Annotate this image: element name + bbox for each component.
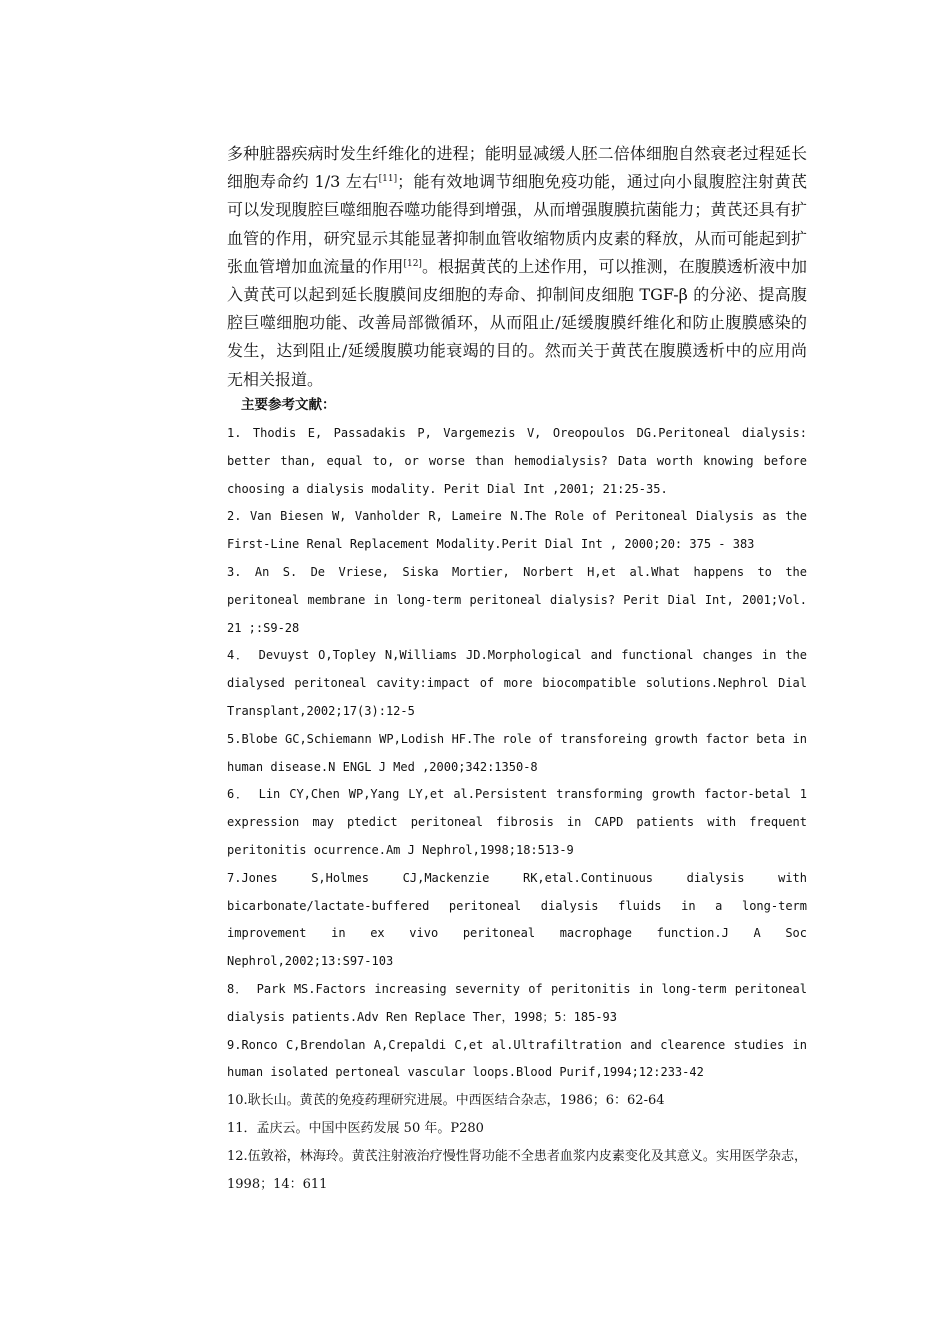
paragraph-text-1: 多种脏器疾病时发生纤维化的进程；能明显减缓人胚二倍体细胞自然衰老过程延长细胞寿命约 1/3 左右: [227, 144, 807, 192]
reference-item: 6． Lin CY,Chen WP,Yang LY,et al.Persistent transforming growth factor-betal 1 expression may ptedict peritoneal fibrosis in CAPD patients with frequent peritonitis ocurrence.Am J Nephrol,1998;18:513-9: [227, 787, 807, 857]
citation-11: [11]: [378, 174, 398, 185]
references-heading: 主要参考文献：: [241, 397, 336, 413]
reference-item: 9.Ronco C,Brendolan A,Crepaldi C,et al.Ultrafiltration and clearence studies in human isolated pertoneal vascular loops.Blood Purif,1994;12:233-42: [227, 1037, 807, 1080]
reference-item: 2. Van Biesen W, Vanholder R, Lameire N.The Role of Peritoneal Dialysis as the First-Line Renal Replacement Modality.Perit Dial Int , 2000;20: 375 - 383: [227, 509, 807, 552]
paragraph-text-2: ；能有效地调节细胞免疫功能，通过向小鼠腹腔注射黄芪可以发现腹腔巨噬细胞吞噬功能得到增强，从而增强腹膜抗菌能力；黄芪还具有扩血管的作用，研究显示其能显著抑制血管收缩物质内皮素的释放，从而可能起到扩张血管增加血流量的作用: [227, 172, 807, 276]
citation-12: [12]: [403, 258, 422, 269]
reference-item: 5.Blobe GC,Schiemann WP,Lodish HF.The role of transforeing growth factor beta in human disease.N ENGL J Med ,2000;342:1350-8: [227, 731, 807, 774]
paragraph-text-3: 。根据黄芪的上述作用，可以推测，在腹膜透析液中加入黄芪可以起到延长腹膜间皮细胞的寿命、抑制间皮细胞 TGF-β 的分泌、提高腹腔巨噬细胞功能、改善局部微循环，从而阻止/延缓腹膜纤维化和防止腹膜感染的发生，达到阻止/延缓腹膜功能衰竭的目的。然而关于黄芪在腹膜透析中的应用尚无相关报道。: [227, 256, 807, 389]
body-paragraph: [227, 140, 807, 394]
reference-item: 3. An S. De Vriese, Siska Mortier, Norbert H,et al.What happens to the peritoneal membrane in long-term peritoneal dialysis? Perit Dial Int, 2001;Vol. 21 ;:S9-28: [227, 564, 807, 635]
reference-item: 12.伍敦裕，林海玲。黄芪注射液治疗慢性肾功能不全患者血浆内皮素变化及其意义。实用医学杂志，1998；14：611: [227, 1148, 807, 1192]
reference-item: 10.耿长山。黄芪的免疫药理研究进展。中西医结合杂志，1986；6：62-64: [227, 1093, 665, 1109]
reference-item: 4． Devuyst O,Topley N,Williams JD.Morphological and functional changes in the dialysed peritoneal cavity:impact of more biocompatible solutions.Nephrol Dial Transplant,2002;17(3):12-5: [227, 648, 807, 718]
reference-item: 8． Park MS.Factors increasing severnity of peritonitis in long-term peritoneal dialysis patients.Adv Ren Replace Ther，1998；5：185-93: [227, 981, 807, 1024]
reference-item: 11．孟庆云。中国中医药发展 50 年。P280: [227, 1120, 484, 1136]
reference-item: 1. Thodis E, Passadakis P, Vargemezis V, Oreopoulos DG.Peritoneal dialysis: better than, equal to, or worse than hemodialysis? Data worth knowing before choosing a dialysis modality. Perit Dial Int ,2001; 21:25-35.: [227, 426, 807, 496]
reference-item: 7.Jones S,Holmes CJ,Mackenzie RK,etal.Continuous dialysis with bicarbonate/lactate-buffered peritoneal dialysis fluids in a long-term improvement in ex vivo peritoneal macrophage function.J A Soc Nephrol,2002;13:S97-103: [227, 870, 807, 969]
references-list: [227, 420, 807, 1198]
